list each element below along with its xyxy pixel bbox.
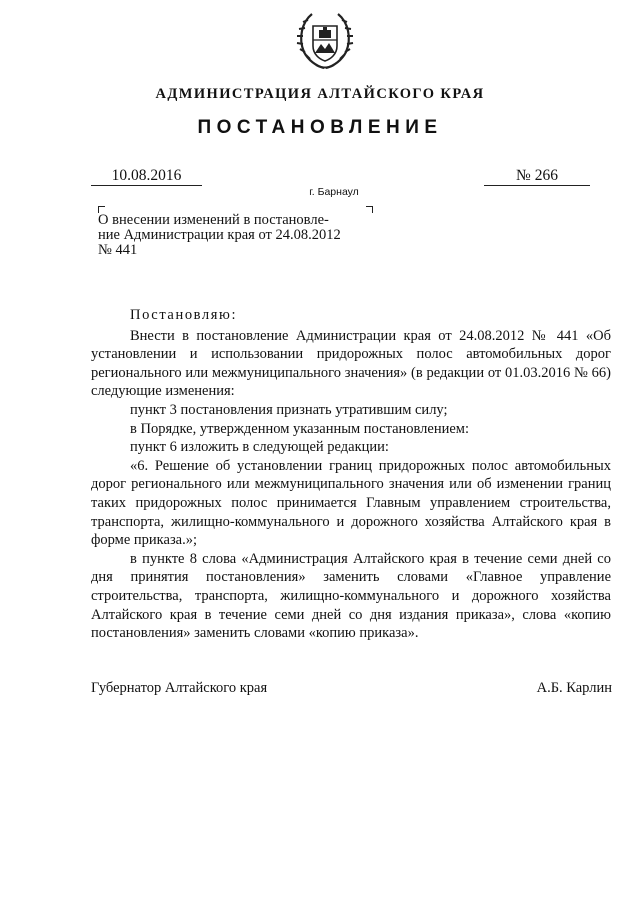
organization-name: АДМИНИСТРАЦИЯ АЛТАЙСКОГО КРАЯ <box>155 86 485 102</box>
signature-block <box>91 680 612 697</box>
subject-line-2: ние Администрации края от 24.08.2012 <box>98 227 341 243</box>
coat-of-arms-icon <box>294 8 356 72</box>
subject-corner-right <box>366 206 373 213</box>
city-label: г. Барнаул <box>309 186 359 198</box>
document-body <box>91 306 611 643</box>
body-paragraph-3: в Порядке, утвержденном указанным постановлением: <box>130 420 470 437</box>
signatory-name: А.Б. Карлин <box>536 680 612 696</box>
signatory-position: Губернатор Алтайского края <box>91 680 268 696</box>
resolution-lead: Постановляю: <box>130 307 238 323</box>
subject-line-3: № 441 <box>98 242 138 258</box>
body-paragraph-4: пункт 6 изложить в следующей редакции: <box>130 439 389 456</box>
body-paragraph-5: «6. Решение об установлении границ придорожных полос автомобильных дорог регионального или межмуниципального значения или об изменении границ таких придорожных полос принимается Главным управлением строительства, транспорта, жилищно-коммунального и дорожного хозяйства Алтайского края в форме приказа.»; <box>91 457 611 549</box>
subject-line-1: О внесении изменений в постановле- <box>98 212 329 228</box>
document-number: № 266 <box>484 167 590 186</box>
body-paragraph-6: в пункте 8 слова «Администрация Алтайского края в течение семи дней со дня принятия постановления» заменить словами «Главное управление строительства, транспорта, жилищно-коммунального и дорожного хозяйства Алтайского края в течение семи дней со дня издания приказа», слова «копию постановления» заменить словами «копию приказа». <box>91 550 611 642</box>
document-subject <box>98 213 370 258</box>
body-paragraph-1: Внести в постановление Администрации края от 24.08.2012 № 441 «Об установлении и использовании придорожных полос автомобильных дорог регионального или межмуниципального значения» (в редакции от 01.03.2016 № 66) следующие изменения: <box>91 327 611 400</box>
document-date: 10.08.2016 <box>91 167 202 186</box>
document-type-title: ПОСТАНОВЛЕНИЕ <box>197 117 443 138</box>
body-paragraph-2: пункт 3 постановления признать утратившим силу; <box>130 401 448 418</box>
